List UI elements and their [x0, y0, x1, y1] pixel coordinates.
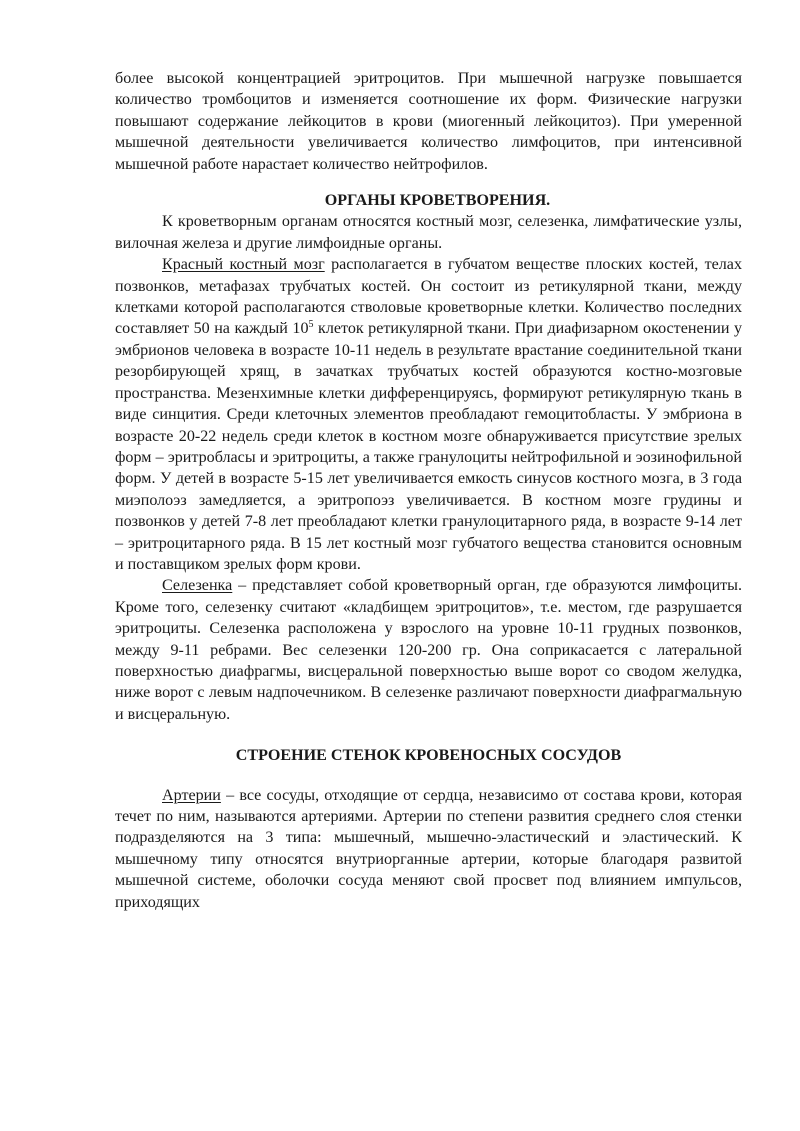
paragraph-red-bone-marrow	[115, 254, 742, 575]
marrow-superscript: 5	[308, 319, 314, 331]
spleen-text: – представляет собой кроветворный орган, где образуются лимфоциты. Кроме того, селезенку считают «кладбищем эритроцитов», т.е. местом, где разрушается эритроциты. Селезенка расположена у взрослого на уровне 10-11 грудных позвонков, между 9-11 ребрами. Вес селезенки 120-200 гр. Она соприкасается с латеральной поверхностью диафрагмы, висцеральной поверхностью выше ворот со сводом желудка, ниже ворот с левым надпочечником. В селезенке различают поверхности диафрагмальную и висцеральную.	[115, 577, 742, 723]
term-red-bone-marrow: Красный костный мозг	[162, 256, 325, 274]
arteries-text: – все сосуды, отходящие от сердца, независимо от состава крови, которая течет по ним, называются артериями. Артерии по степени развития среднего слоя стенки подразделяются на 3 типа: мышечный, мышечно-эластический и эластический. К мышечному типу относятся внутриорганные артерии, которые благодаря развитой мышечной системе, оболочки сосуда меняют свой просвет под влиянием импульсов, приходящих	[115, 786, 742, 911]
marrow-text-b: клеток ретикулярной ткани. При диафизарном окостенении у эмбрионов человека в возрасте 10-11 недель в результате врастание соединительной ткани резорбирующей хрящ, в зачатках трубчатых костей образуются костно-мозговые пространства. Мезенхимные клетки дифференцируясь, формируют ретикулярную ткань в виде синцития. Среди клеточных элементов преобладают гемоцитобласты. У эмбриона в возрасте 20-22 недель среди клеток в костном мозге обнаруживается присутствие зрелых форм – эритробласы и эритроциты, а также гранулоциты нейтрофильной и эозинофильной форм. У детей в возрасте 5-15 лет увеличивается емкость синусов костного мозга, в 3 года миэполоэз замедляется, а эритропоэз увеличивается. В костном мозге грудины и позвонков у детей 7-8 лет преобладают клетки гранулоцитарного ряда, в возрасте 9-14 лет – эритроцитарного ряда. В 15 лет костный мозг губчатого вещества становится основным и поставщиком зрелых форм крови.	[115, 320, 743, 573]
term-spleen: Селезенка	[162, 577, 233, 595]
heading-vessel-walls: СТРОЕНИЕ СТЕНОК КРОВЕНОСНЫХ СОСУДОВ	[235, 747, 622, 765]
paragraph-intro: более высокой концентрацией эритроцитов. При мышечной нагрузке повышается количество тромбоцитов и изменяется соотношение их форм. Физические нагрузки повышают содержание лейкоцитов в крови (миогенный лейкоцитоз). При умеренной мышечной деятельности увеличивается количество лимфоцитов, при интенсивной мышечной работе нарастает количество нейтрофилов.	[115, 70, 742, 173]
term-arteries: Артерии	[162, 786, 221, 804]
marrow-text-a: располагается в губчатом веществе плоских костей, телах позвонков, метафазах трубчатых костей. Он состоит из ретикулярной ткани, между клетками которой располагаются стволовые кроветворные клетки. Количество последних составляет 50 на каждый 10	[115, 256, 742, 338]
paragraph-arteries	[115, 785, 742, 913]
paragraph-organs-list: К кроветворным органам относятся костный мозг, селезенка, лимфатические узлы, вилочная железа и другие лимфоидные органы.	[115, 213, 742, 252]
paragraph-spleen	[115, 575, 742, 725]
heading-hematopoietic-organs: ОРГАНЫ КРОВЕТВОРЕНИЯ.	[324, 192, 551, 210]
